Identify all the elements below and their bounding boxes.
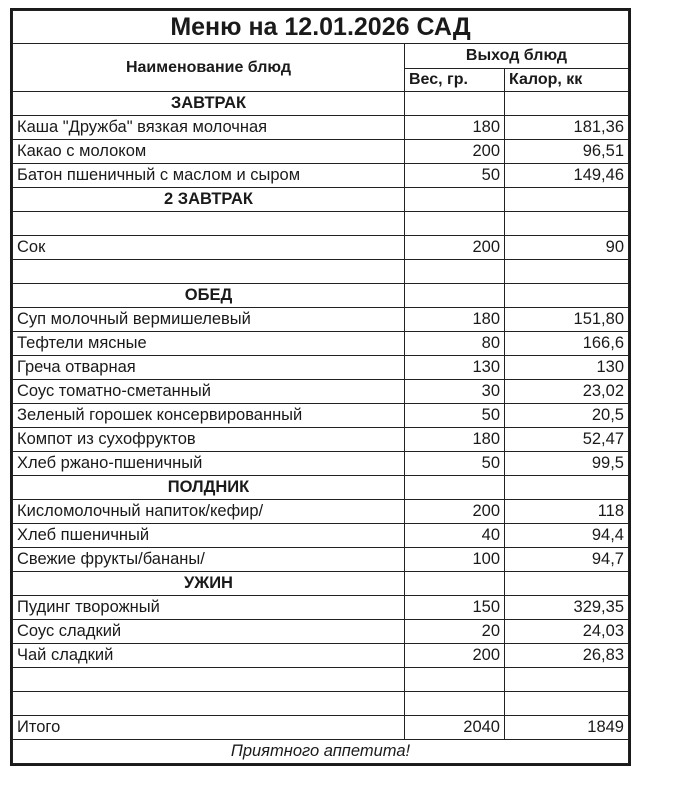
dish-name: Зеленый горошек консервированный: [13, 404, 405, 428]
title-row: [13, 11, 629, 44]
dish-calories: 149,46: [505, 164, 629, 188]
section-row: [13, 476, 629, 500]
dish-weight: 200: [405, 140, 505, 164]
total-weight: 2040: [405, 716, 505, 740]
dish-weight: 30: [405, 380, 505, 404]
section-row: [13, 188, 629, 212]
dish-calories: [505, 212, 629, 236]
dish-name: Компот из сухофруктов: [13, 428, 405, 452]
dish-calories: [505, 476, 629, 500]
dish-name: Греча отварная: [13, 356, 405, 380]
dish-weight: [405, 212, 505, 236]
dish-weight: 50: [405, 164, 505, 188]
dish-name: Суп молочный вермишелевый: [13, 308, 405, 332]
dish-calories: 99,5: [505, 452, 629, 476]
menu-item-row: [13, 332, 629, 356]
dish-weight: [405, 92, 505, 116]
dish-name: [13, 692, 405, 716]
section-title: УЖИН: [13, 572, 405, 596]
dish-name: Хлеб пшеничный: [13, 524, 405, 548]
dish-weight: 200: [405, 500, 505, 524]
total-label: Итого: [13, 716, 405, 740]
dish-calories: 90: [505, 236, 629, 260]
dish-weight: 50: [405, 404, 505, 428]
dish-calories: 151,80: [505, 308, 629, 332]
menu-item-row: [13, 260, 629, 284]
dish-name: [13, 260, 405, 284]
total-calories: 1849: [505, 716, 629, 740]
dish-calories: 166,6: [505, 332, 629, 356]
dish-weight: 180: [405, 116, 505, 140]
section-title: 2 ЗАВТРАК: [13, 188, 405, 212]
menu-item-row: [13, 548, 629, 572]
dish-weight: 100: [405, 548, 505, 572]
header-row: [13, 44, 629, 69]
menu-item-row: [13, 164, 629, 188]
dish-calories: 52,47: [505, 428, 629, 452]
total-row: [13, 716, 629, 740]
menu-item-row: [13, 212, 629, 236]
menu-item-row: [13, 380, 629, 404]
dish-weight: 130: [405, 356, 505, 380]
dish-calories: 181,36: [505, 116, 629, 140]
dish-weight: 200: [405, 236, 505, 260]
section-row: [13, 92, 629, 116]
menu-table: [12, 10, 629, 764]
dish-calories: 23,02: [505, 380, 629, 404]
dish-calories: 130: [505, 356, 629, 380]
footer-wish: Приятного аппетита!: [13, 740, 629, 764]
dish-weight: 80: [405, 332, 505, 356]
menu-item-row: [13, 356, 629, 380]
dish-name: Какао с молоком: [13, 140, 405, 164]
dish-name: Соус сладкий: [13, 620, 405, 644]
dish-weight: [405, 260, 505, 284]
dish-calories: 96,51: [505, 140, 629, 164]
menu-item-row: [13, 668, 629, 692]
dish-weight: 180: [405, 428, 505, 452]
calories-header: Калор, кк: [505, 69, 629, 92]
dish-weight: 200: [405, 644, 505, 668]
output-group-header: Выход блюд: [405, 44, 629, 69]
dish-calories: [505, 284, 629, 308]
menu-item-row: [13, 620, 629, 644]
dish-name: [13, 212, 405, 236]
menu-item-row: [13, 236, 629, 260]
dish-name: Каша "Дружба" вязкая молочная: [13, 116, 405, 140]
dish-weight: [405, 692, 505, 716]
dish-name: Тефтели мясные: [13, 332, 405, 356]
dish-calories: 24,03: [505, 620, 629, 644]
menu-item-row: [13, 116, 629, 140]
menu-item-row: [13, 404, 629, 428]
dish-weight: [405, 668, 505, 692]
dish-name-header: Наименование блюд: [13, 44, 405, 92]
dish-name: Чай сладкий: [13, 644, 405, 668]
dish-calories: 20,5: [505, 404, 629, 428]
menu-item-row: [13, 524, 629, 548]
dish-name: Соус томатно-сметанный: [13, 380, 405, 404]
dish-calories: 26,83: [505, 644, 629, 668]
dish-name: Пудинг творожный: [13, 596, 405, 620]
section-title: ЗАВТРАК: [13, 92, 405, 116]
dish-calories: 118: [505, 500, 629, 524]
dish-calories: [505, 572, 629, 596]
weight-header: Вес, гр.: [405, 69, 505, 92]
dish-name: Кисломолочный напиток/кефир/: [13, 500, 405, 524]
dish-weight: 150: [405, 596, 505, 620]
dish-calories: [505, 92, 629, 116]
dish-name: [13, 668, 405, 692]
dish-weight: [405, 572, 505, 596]
menu-item-row: [13, 452, 629, 476]
dish-calories: [505, 188, 629, 212]
dish-weight: [405, 188, 505, 212]
dish-weight: [405, 476, 505, 500]
section-title: ПОЛДНИК: [13, 476, 405, 500]
menu-item-row: [13, 644, 629, 668]
menu-item-row: [13, 428, 629, 452]
footer-row: [13, 740, 629, 764]
section-row: [13, 572, 629, 596]
dish-calories: [505, 260, 629, 284]
dish-calories: [505, 668, 629, 692]
section-row: [13, 284, 629, 308]
menu-title: Меню на 12.01.2026 САД: [13, 11, 629, 44]
dish-weight: [405, 284, 505, 308]
dish-name: Хлеб ржано-пшеничный: [13, 452, 405, 476]
dish-calories: 94,7: [505, 548, 629, 572]
dish-name: Сок: [13, 236, 405, 260]
dish-calories: 329,35: [505, 596, 629, 620]
menu-item-row: [13, 308, 629, 332]
menu-sheet: [10, 8, 631, 766]
dish-calories: 94,4: [505, 524, 629, 548]
dish-weight: 40: [405, 524, 505, 548]
dish-calories: [505, 692, 629, 716]
dish-weight: 20: [405, 620, 505, 644]
dish-name: Свежие фрукты/бананы/: [13, 548, 405, 572]
menu-item-row: [13, 500, 629, 524]
dish-weight: 50: [405, 452, 505, 476]
menu-item-row: [13, 692, 629, 716]
dish-name: Батон пшеничный с маслом и сыром: [13, 164, 405, 188]
dish-weight: 180: [405, 308, 505, 332]
section-title: ОБЕД: [13, 284, 405, 308]
menu-item-row: [13, 596, 629, 620]
menu-item-row: [13, 140, 629, 164]
